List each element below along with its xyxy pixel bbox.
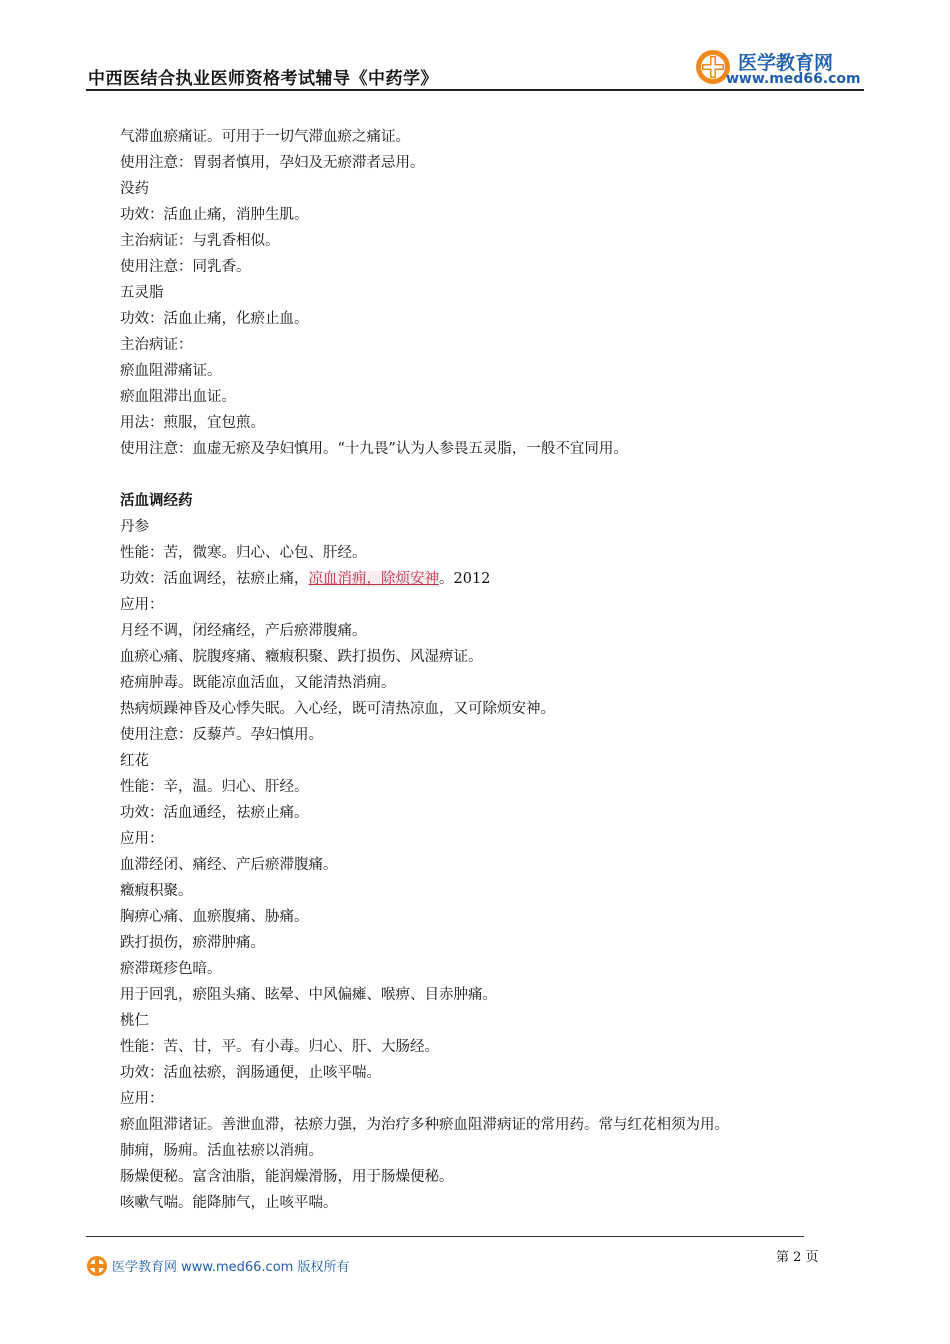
text-line [120, 748, 840, 774]
line-text: 性能：苦、甘，平。有小毒。归心、肝、大肠经。 [120, 1039, 439, 1055]
text-line [120, 826, 840, 852]
text-line [120, 306, 840, 332]
line-text: 胸痹心痛、血瘀腹痛、胁痛。 [120, 909, 309, 925]
text-line [120, 774, 840, 800]
line-text: 气滞血瘀痛证。可用于一切气滞血瘀之痛证。 [120, 129, 410, 145]
line-text: 性能：苦，微寒。归心、心包、肝经。 [120, 545, 367, 561]
text-line [120, 670, 840, 696]
text-line [120, 228, 840, 254]
line-text: 瘀血阻滞出血证。 [120, 389, 236, 405]
line-text: 使用注意：血虚无瘀及孕妇慎用。“十九畏”认为人参畏五灵脂，一般不宜同用。 [120, 441, 628, 457]
text-line [120, 592, 840, 618]
footer-rule [86, 1236, 804, 1237]
text-line [120, 124, 840, 150]
text-line [120, 566, 840, 592]
line-text: 五灵脂 [120, 285, 164, 301]
line-text: 咳嗽气喘。能降肺气，止咳平喘。 [120, 1195, 338, 1211]
text-line [120, 800, 840, 826]
text-line [120, 514, 840, 540]
text-line [120, 644, 840, 670]
line-text: 主治病证： [120, 337, 193, 353]
line-text: 红花 [120, 753, 149, 769]
text-line [120, 1060, 840, 1086]
line-text: 活血调经药 [120, 493, 193, 509]
line-text: 血滞经闭、痛经、产后瘀滞腹痛。 [120, 857, 338, 873]
line-text: 应用： [120, 831, 164, 847]
page-header-title: 中西医结合执业医师资格考试辅导《中药学》 [88, 69, 438, 89]
text-line [120, 1138, 840, 1164]
text-line [120, 982, 840, 1008]
line-text: 丹参 [120, 519, 149, 535]
line-text: 主治病证：与乳香相似。 [120, 233, 280, 249]
text-line [120, 540, 840, 566]
text-line [120, 332, 840, 358]
line-text: 热病烦躁神昏及心悸失眠。入心经，既可清热凉血，又可除烦安神。 [120, 701, 555, 717]
line-text: 疮痈肿毒。既能凉血活血，又能清热消痈。 [120, 675, 396, 691]
document-body [120, 124, 840, 1216]
line-text: 应用： [120, 1091, 164, 1107]
line-text-after: 。2012 [439, 571, 491, 587]
line-text: 应用： [120, 597, 164, 613]
line-text: 瘀血阻滞痛证。 [120, 363, 222, 379]
text-line [120, 358, 840, 384]
page-number: 第 2 页 [776, 1250, 819, 1265]
line-text: 使用注意：胃弱者慎用，孕妇及无瘀滞者忌用。 [120, 155, 425, 171]
text-line [120, 1086, 840, 1112]
highlighted-text[interactable]: 凉血消痈，除烦安神 [308, 571, 439, 587]
med66-logo[interactable] [692, 42, 867, 92]
header-rule [86, 89, 864, 91]
text-line [120, 176, 840, 202]
text-line [120, 1008, 840, 1034]
line-text: 功效：活血通经，祛瘀止痛。 [120, 805, 309, 821]
line-text: 没药 [120, 181, 149, 197]
line-text: 癥瘕积聚。 [120, 883, 193, 899]
section-heading [120, 488, 840, 514]
text-line [120, 956, 840, 982]
line-text: 使用注意：反藜芦。孕妇慎用。 [120, 727, 323, 743]
line-text: 瘀血阻滞诸证。善泄血滞，祛瘀力强，为治疗多种瘀血阻滞病证的常用药。常与红花相须为用。 [120, 1117, 729, 1133]
text-line [120, 930, 840, 956]
line-text: 用于回乳，瘀阻头痛、眩晕、中风偏瘫、喉痹、目赤肿痛。 [120, 987, 497, 1003]
line-text: 功效：活血祛瘀，润肠通便，止咳平喘。 [120, 1065, 381, 1081]
text-line [120, 618, 840, 644]
line-text: 功效：活血调经，祛瘀止痛， [120, 571, 309, 587]
text-line [120, 852, 840, 878]
text-line [120, 436, 840, 462]
footer-logo-icon [86, 1255, 108, 1277]
text-line [120, 280, 840, 306]
text-line [120, 904, 840, 930]
logo-url: www.med66.com [726, 71, 861, 87]
text-line [120, 696, 840, 722]
logo-chinese-name: 医学教育网 [738, 52, 834, 74]
blank-line [120, 462, 840, 488]
text-line [120, 150, 840, 176]
text-line [120, 384, 840, 410]
text-line [120, 1112, 840, 1138]
text-line [120, 1190, 840, 1216]
line-text: 功效：活血止痛，消肿生肌。 [120, 207, 309, 223]
line-text: 性能：辛，温。归心、肝经。 [120, 779, 309, 795]
text-line [120, 722, 840, 748]
line-text: 用法：煎服，宜包煎。 [120, 415, 265, 431]
line-text: 瘀滞斑疹色暗。 [120, 961, 222, 977]
line-text: 肺痈，肠痈。活血祛瘀以消痈。 [120, 1143, 323, 1159]
line-text: 肠燥便秘。富含油脂，能润燥滑肠，用于肠燥便秘。 [120, 1169, 454, 1185]
line-text: 血瘀心痛、脘腹疼痛、癥瘕积聚、跌打损伤、风湿痹证。 [120, 649, 483, 665]
text-line [120, 878, 840, 904]
text-line [120, 1164, 840, 1190]
text-line [120, 254, 840, 280]
line-text: 功效：活血止痛，化瘀止血。 [120, 311, 309, 327]
line-text: 月经不调，闭经痛经，产后瘀滞腹痛。 [120, 623, 367, 639]
footer-copyright[interactable]: 医学教育网 www.med66.com 版权所有 [112, 1260, 350, 1275]
line-text: 跌打损伤，瘀滞肿痛。 [120, 935, 265, 951]
line-text: 使用注意：同乳香。 [120, 259, 251, 275]
line-text: 桃仁 [120, 1013, 149, 1029]
text-line [120, 1034, 840, 1060]
text-line [120, 410, 840, 436]
text-line [120, 202, 840, 228]
